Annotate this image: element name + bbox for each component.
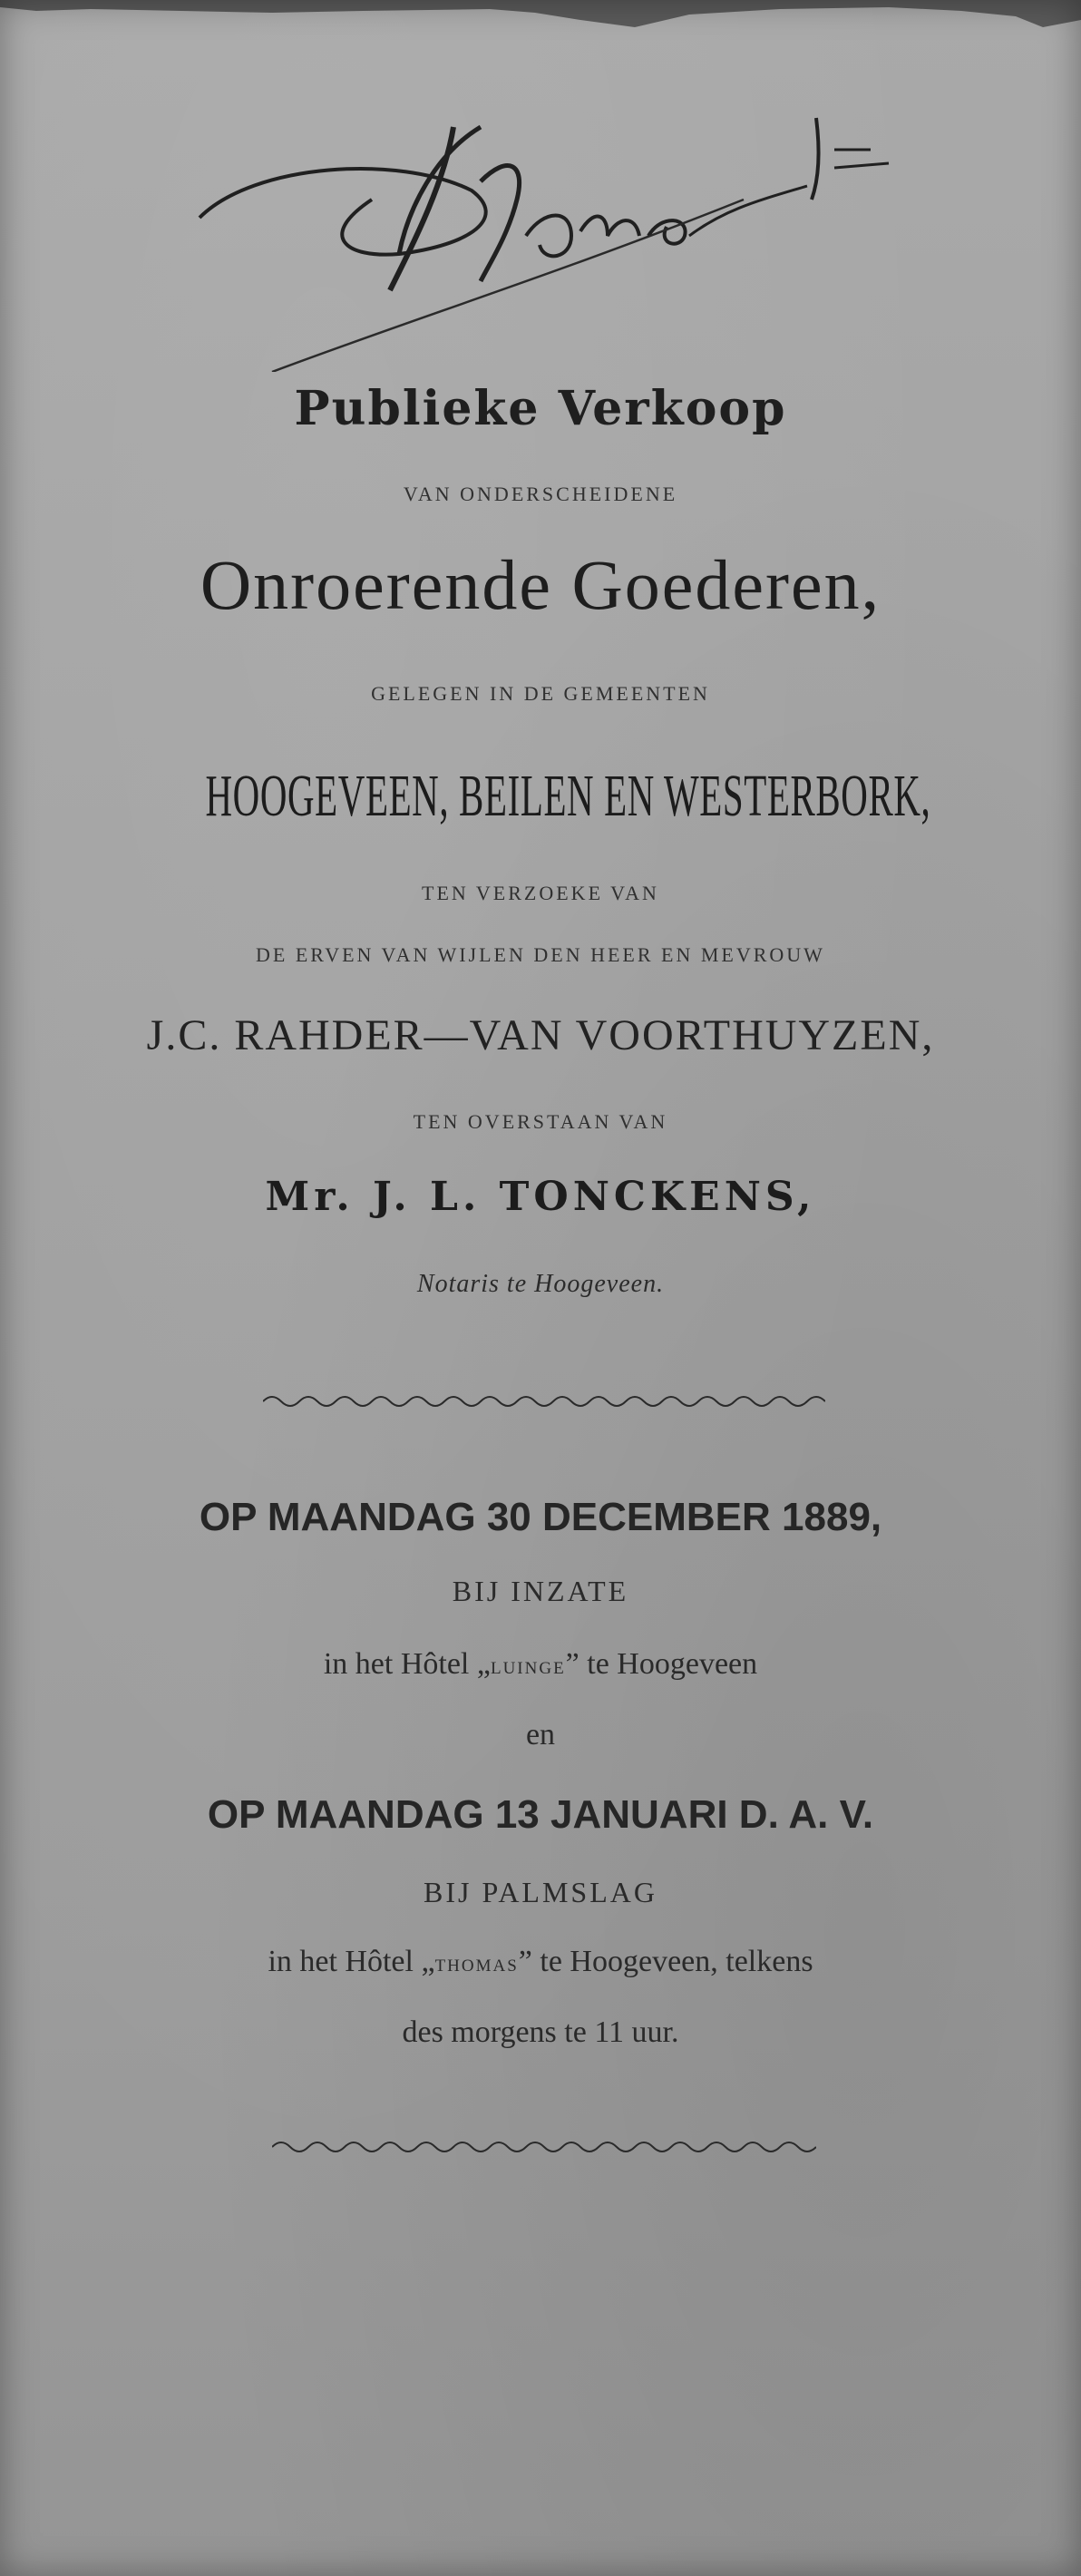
intro-line-2: GELEGEN IN DE GEMEENTEN [371, 682, 710, 705]
decorative-divider-2 [272, 2133, 816, 2161]
auction-1-location [0, 1647, 1081, 1682]
handwritten-signature [181, 100, 925, 372]
document-title: Publieke Verkoop [294, 381, 787, 436]
auction-2-date: OP MAANDAG 13 JANUARI D. A. V. [207, 1792, 874, 1837]
notary-title: Notaris te Hoogeveen. [416, 1270, 665, 1298]
intro-line-5: TEN OVERSTAAN VAN [413, 1110, 668, 1133]
auction-2-time: des morgens te 11 uur. [402, 2015, 679, 2049]
auction-1-location-pre: in het Hôtel „ [323, 1647, 491, 1681]
auction-1-location-post: ” te Hoogeveen [565, 1647, 758, 1681]
auction-1-method: BIJ INZATE [452, 1575, 629, 1607]
notary-name: Mr. J. L. TONCKENS, [265, 1174, 816, 1220]
auction-connector: en [525, 1718, 556, 1751]
municipalities-heading: HOOGEVEEN, BEILEN EN WESTERBORK, [205, 763, 931, 829]
intro-line-4: DE ERVEN VAN WIJLEN DEN HEER EN MEVROUW [256, 943, 825, 966]
intro-line-1: VAN ONDERSCHEIDENE [403, 483, 678, 505]
auction-2-location [0, 1945, 1081, 1979]
auction-2-location-pre: in het Hôtel „ [268, 1945, 435, 1978]
decorative-divider-1 [263, 1388, 825, 1415]
auction-2-method: BIJ PALMSLAG [424, 1876, 657, 1908]
auction-2-hotel-name: THOMAS [434, 1956, 519, 1976]
torn-top-edge [0, 0, 1081, 54]
auction-1-hotel-name: LUINGE [490, 1659, 566, 1678]
intro-line-3: TEN VERZOEKE VAN [422, 882, 659, 904]
auction-2-location-post: ” te Hoogeveen, telkens [518, 1945, 813, 1978]
auction-1-date: OP MAANDAG 30 DECEMBER 1889, [199, 1495, 882, 1539]
subject-heading: Onroerende Goederen, [200, 545, 881, 624]
owners-heading: J.C. RAHDER—VAN VOORTHUYZEN, [146, 1011, 935, 1059]
